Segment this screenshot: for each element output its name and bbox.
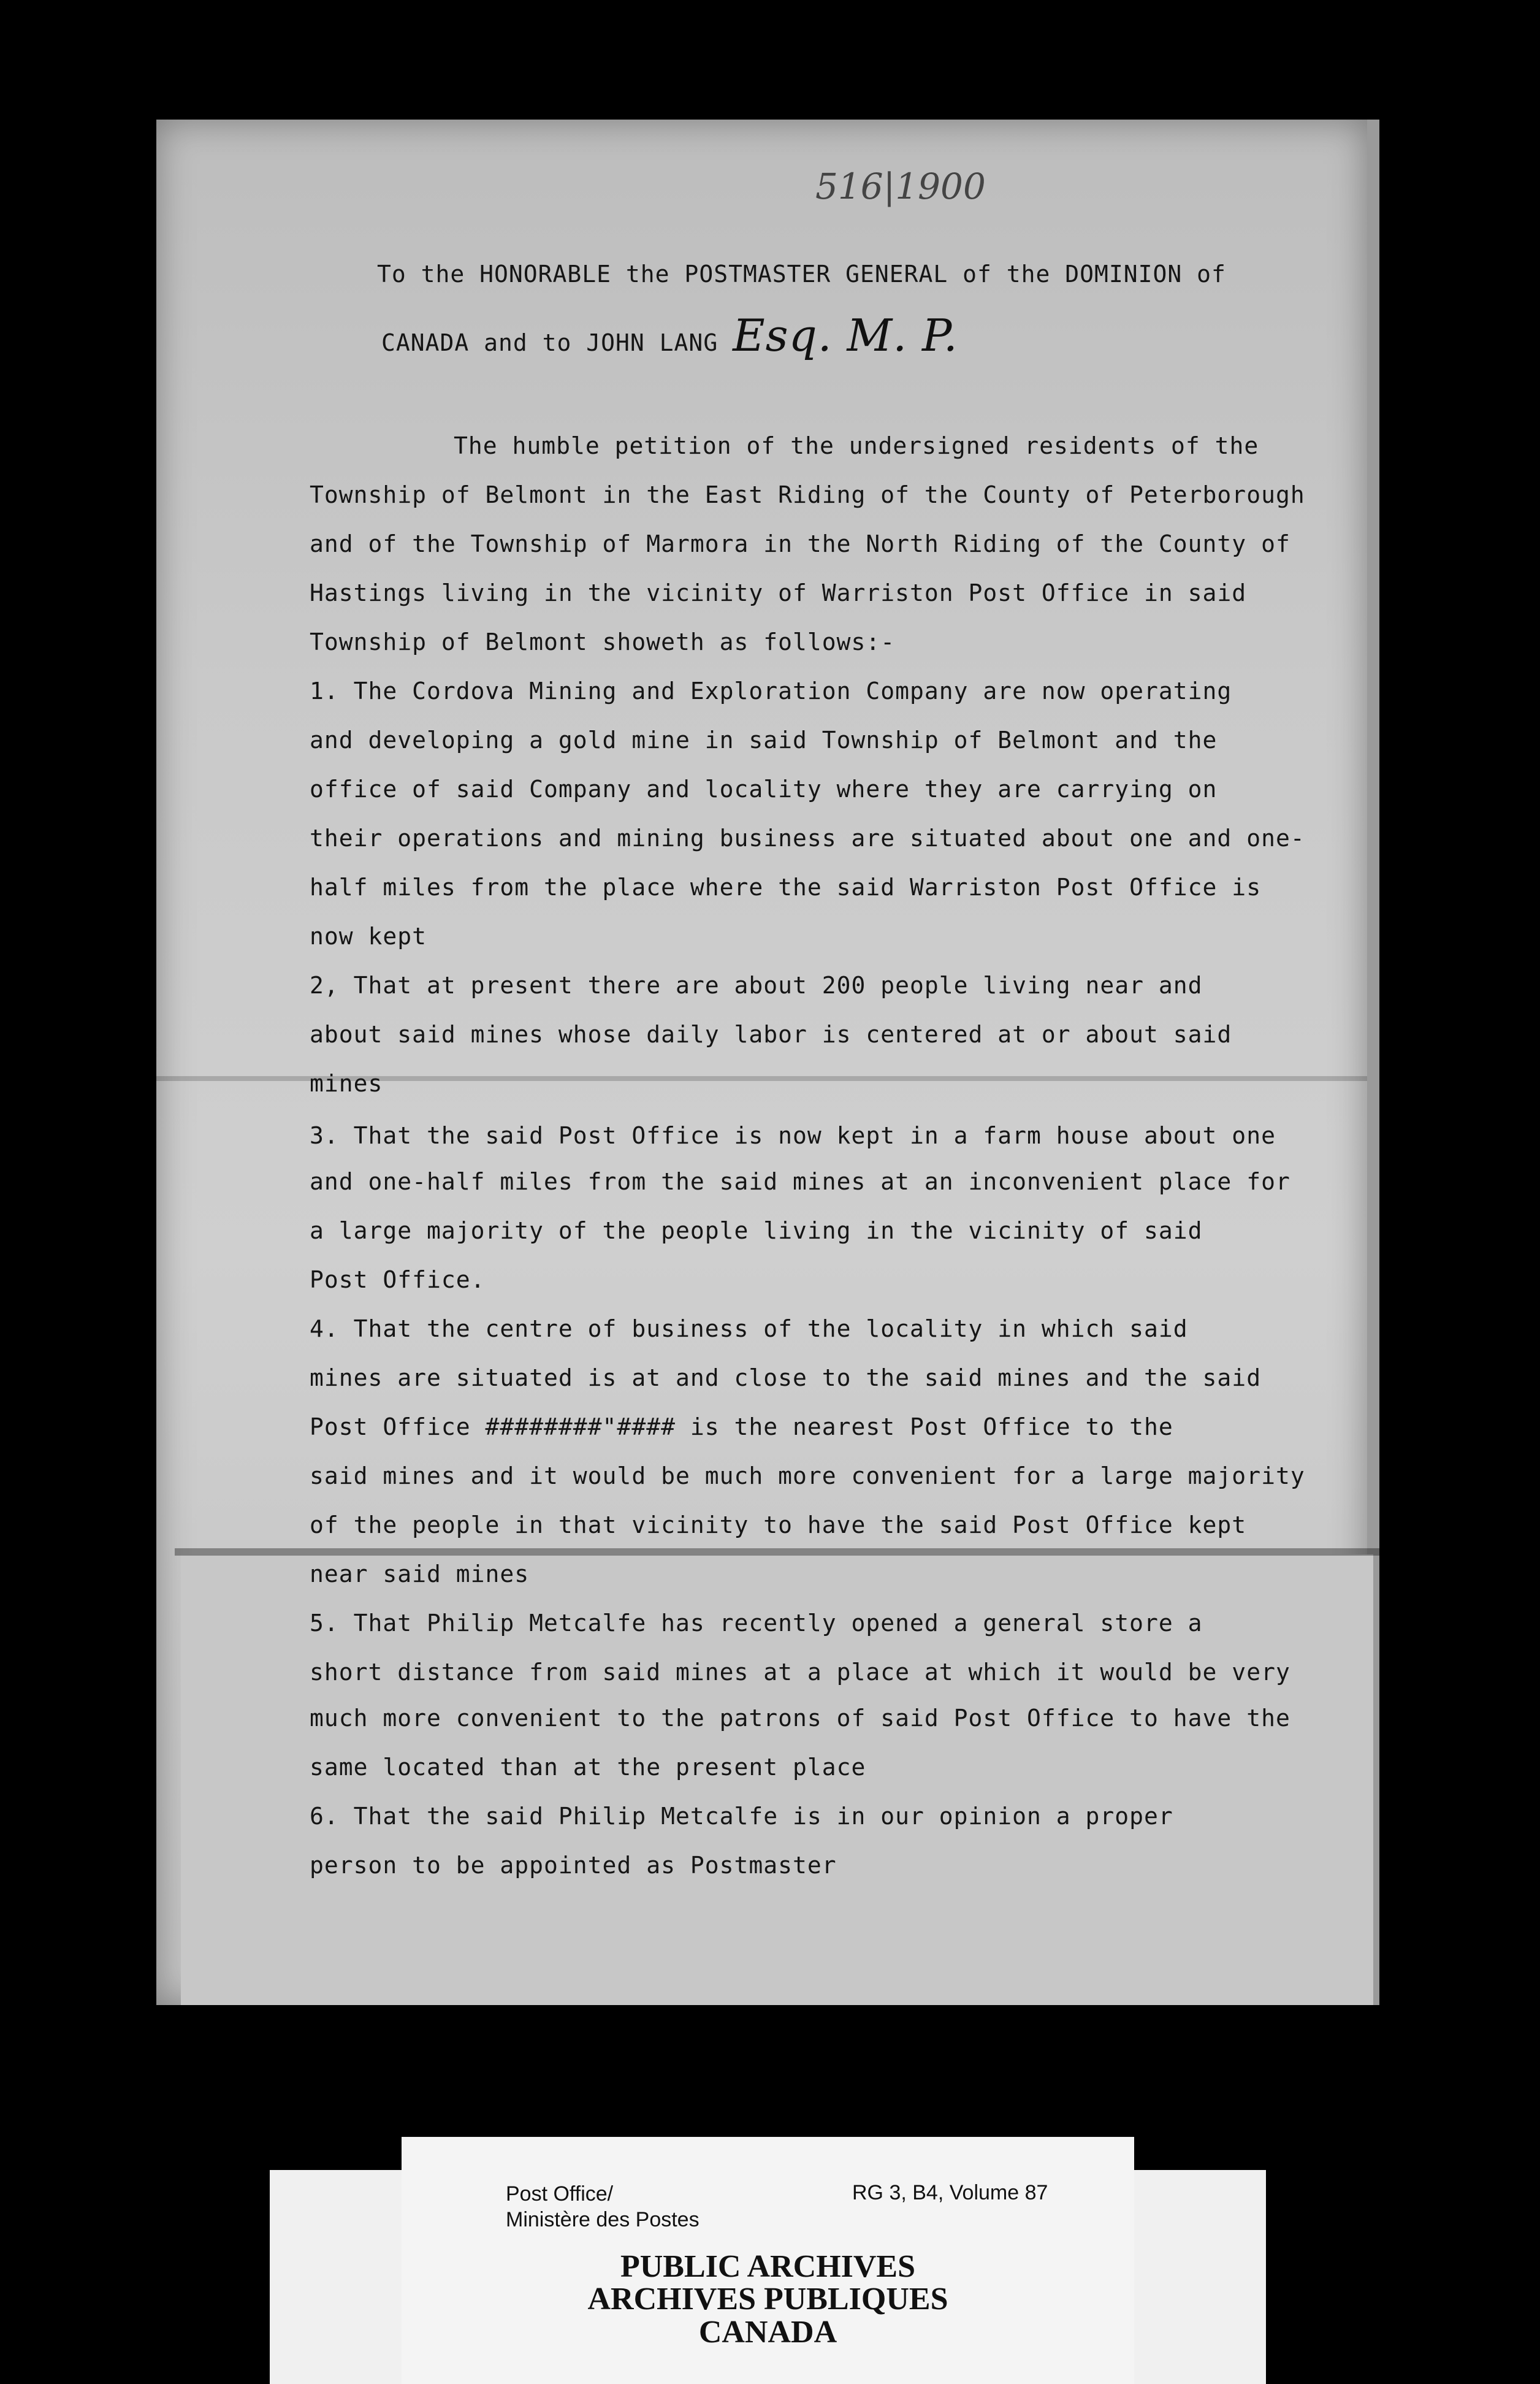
heading-text: CANADA and to JOHN LANG <box>381 329 719 356</box>
archive-reference: RG 3, B4, Volume 87 <box>852 2181 1048 2204</box>
petition-line: Post Office ########"#### is the nearest Post Office to the <box>310 1413 1173 1440</box>
petition-line: 3. That the said Post Office is now kept in a farm house about one <box>310 1122 1276 1149</box>
archive-name-en: PUBLIC ARCHIVES <box>620 2249 916 2284</box>
archive-name-fr: ARCHIVES PUBLIQUES <box>587 2282 948 2317</box>
label-tab <box>1134 2170 1266 2384</box>
petition-line: person to be appointed as Postmaster <box>310 1852 837 1879</box>
petition-line: 4. That the centre of business of the locality in which said <box>310 1315 1188 1342</box>
petition-line: near said mines <box>310 1561 530 1587</box>
heading-line: To the HONORABLE the POSTMASTER GENERAL of the DOMINION of <box>377 261 1226 288</box>
department-fr: Ministère des Postes <box>506 2208 699 2231</box>
petition-line: much more convenient to the patrons of said Post Office to have the <box>310 1705 1290 1732</box>
petition-line: 2, That at present there are about 200 people living near and <box>310 972 1203 999</box>
label-tab <box>270 2170 402 2384</box>
petition-line: about said mines whose daily labor is centered at or about said <box>310 1021 1232 1048</box>
petition-line: mines <box>310 1070 383 1097</box>
department-name <box>506 2181 699 2233</box>
petition-line: and of the Township of Marmora in the North Riding of the County of <box>310 530 1290 557</box>
petition-line: said mines and it would be much more convenient for a large majority <box>310 1462 1305 1489</box>
petition-line: The humble petition of the undersigned residents of the <box>454 432 1259 459</box>
petition-line: 6. That the said Philip Metcalfe is in our opinion a proper <box>310 1803 1173 1830</box>
petition-line: Post Office. <box>310 1266 486 1293</box>
department-en: Post Office/ <box>506 2182 614 2206</box>
petition-line: now kept <box>310 923 427 950</box>
petition-line: same located than at the present place <box>310 1754 866 1781</box>
heading-line <box>381 310 958 361</box>
fold-line <box>175 1548 1379 1556</box>
petition-line: and one-half miles from the said mines at an inconvenient place for <box>310 1168 1290 1195</box>
petition-line: and developing a gold mine in said Township of Belmont and the <box>310 727 1218 754</box>
petition-line: short distance from said mines at a place at which it would be very <box>310 1659 1290 1686</box>
petition-line: mines are situated is at and close to the said mines and the said <box>310 1364 1262 1391</box>
petition-line: Township of Belmont showeth as follows:- <box>310 628 896 655</box>
petition-line: office of said Company and locality where they are carrying on <box>310 776 1218 803</box>
petition-line: half miles from the place where the said Warriston Post Office is <box>310 874 1262 901</box>
petition-line: of the people in that vicinity to have the said Post Office kept <box>310 1511 1247 1538</box>
archive-label <box>402 2137 1134 2384</box>
petition-line: Township of Belmont in the East Riding of the County of Peterborough <box>310 481 1305 508</box>
page-number-annotation: 516|1900 <box>815 166 986 207</box>
handwritten-addition: Esq. M. P. <box>733 310 958 361</box>
petition-line: a large majority of the people living in the vicinity of said <box>310 1217 1203 1244</box>
petition-line: 1. The Cordova Mining and Exploration Company are now operating <box>310 678 1232 705</box>
archive-country: CANADA <box>698 2315 837 2350</box>
petition-line: 5. That Philip Metcalfe has recently opened a general store a <box>310 1610 1203 1637</box>
petition-line: their operations and mining business are situated about one and one- <box>310 825 1305 852</box>
petition-line: Hastings living in the vicinity of Warriston Post Office in said <box>310 579 1247 606</box>
